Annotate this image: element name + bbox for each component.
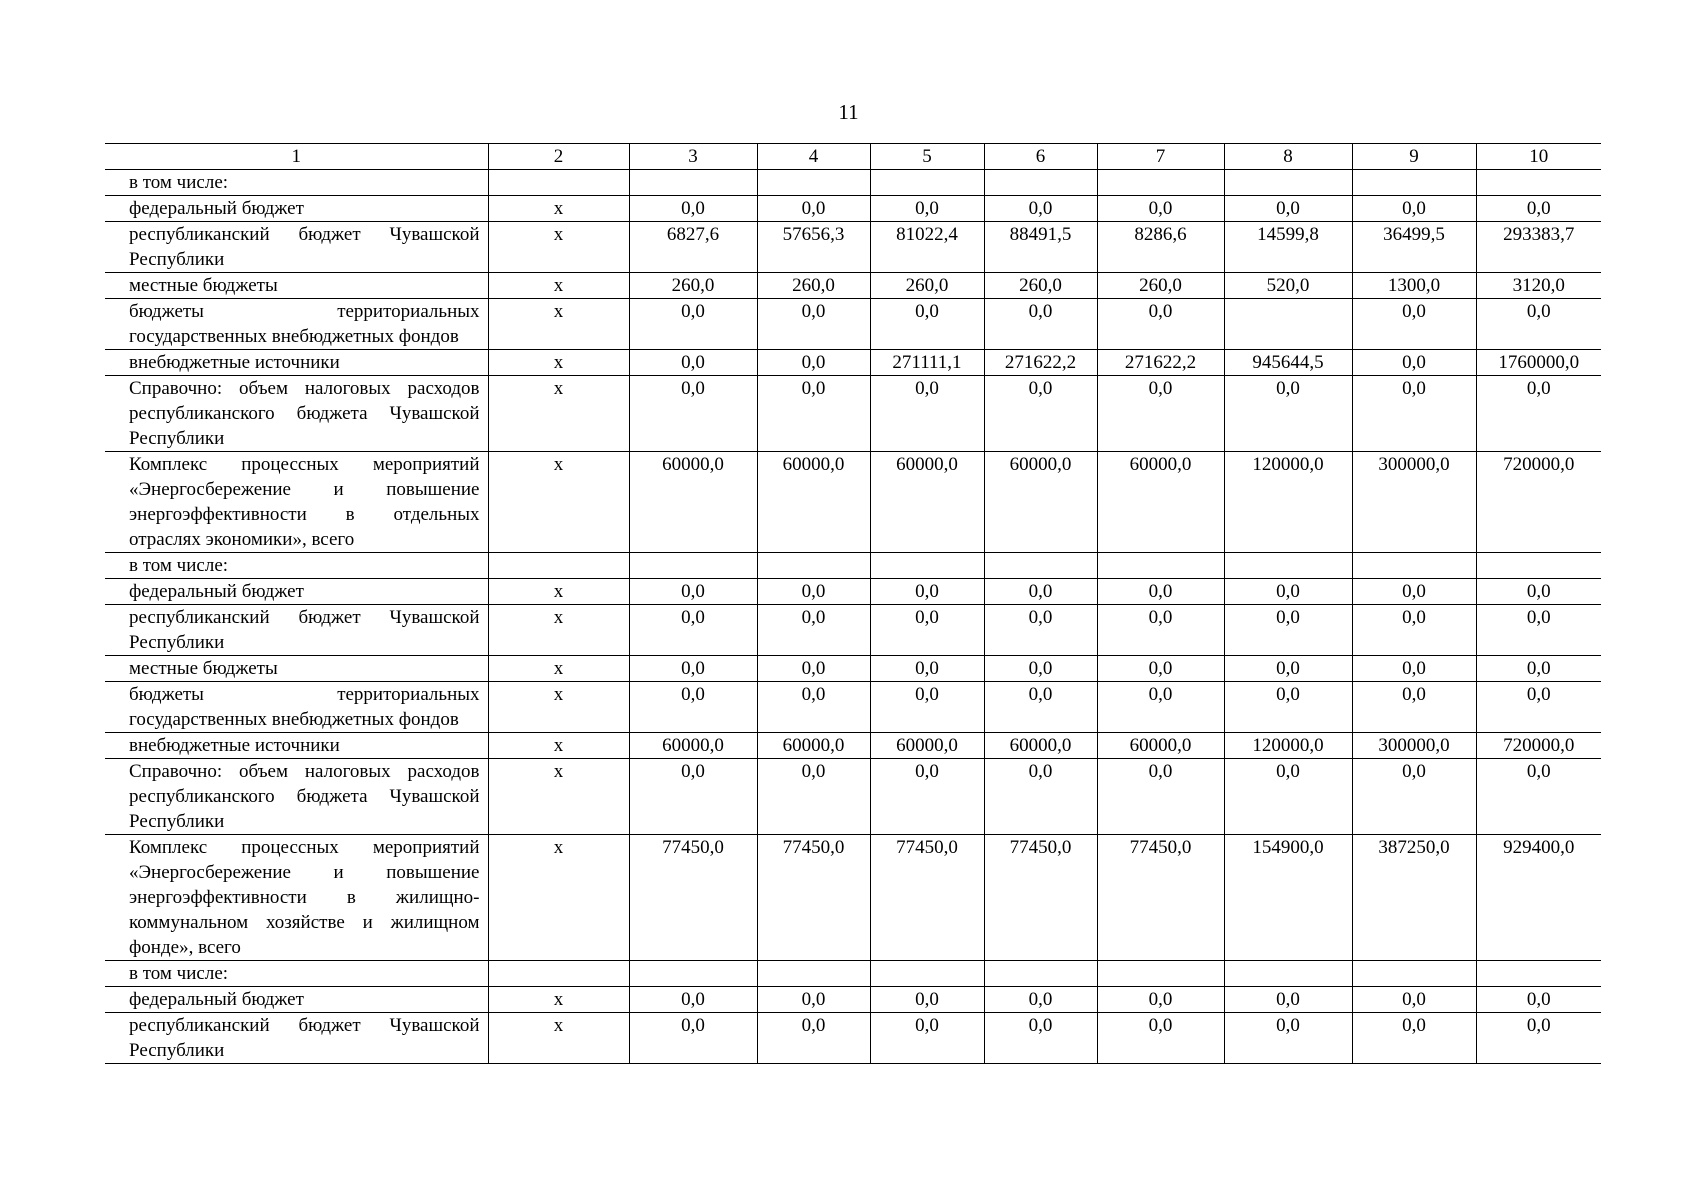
- value-cell: 0,0: [1352, 605, 1476, 656]
- value-cell: [1097, 961, 1224, 987]
- row-label: Справочно: объем налоговых расходов республиканского бюджета Чувашской Республики: [105, 759, 488, 835]
- value-cell: 0,0: [1224, 605, 1352, 656]
- value-cell: 0,0: [1097, 987, 1224, 1013]
- value-cell: 0,0: [1352, 987, 1476, 1013]
- value-cell: 0,0: [1476, 682, 1601, 733]
- value-cell: [1224, 170, 1352, 196]
- value-cell: 0,0: [757, 605, 870, 656]
- value-cell: 0,0: [1224, 682, 1352, 733]
- value-cell: 0,0: [870, 299, 984, 350]
- value-cell: 0,0: [1224, 656, 1352, 682]
- row-label: федеральный бюджет: [105, 196, 488, 222]
- value-cell: x: [488, 733, 629, 759]
- value-cell: 0,0: [870, 1013, 984, 1064]
- row-label: республиканский бюджет Чувашской Республики: [105, 222, 488, 273]
- value-cell: x: [488, 759, 629, 835]
- value-cell: 60000,0: [757, 452, 870, 553]
- value-cell: [870, 553, 984, 579]
- column-number: 3: [629, 144, 757, 170]
- value-cell: 0,0: [1097, 376, 1224, 452]
- value-cell: 260,0: [757, 273, 870, 299]
- value-cell: 0,0: [1352, 299, 1476, 350]
- value-cell: 720000,0: [1476, 452, 1601, 553]
- table-row: [105, 835, 1601, 961]
- column-number: 5: [870, 144, 984, 170]
- page-number: 11: [838, 100, 859, 124]
- value-cell: 0,0: [1352, 579, 1476, 605]
- value-cell: 0,0: [757, 350, 870, 376]
- value-cell: 0,0: [984, 605, 1097, 656]
- value-cell: 0,0: [984, 299, 1097, 350]
- value-cell: 260,0: [629, 273, 757, 299]
- value-cell: 0,0: [870, 579, 984, 605]
- value-cell: 0,0: [757, 196, 870, 222]
- row-label: федеральный бюджет: [105, 579, 488, 605]
- row-label: местные бюджеты: [105, 656, 488, 682]
- value-cell: 0,0: [757, 376, 870, 452]
- value-cell: x: [488, 579, 629, 605]
- table-row: [105, 961, 1601, 987]
- value-cell: 0,0: [1476, 987, 1601, 1013]
- value-cell: 60000,0: [870, 733, 984, 759]
- value-cell: [1097, 553, 1224, 579]
- value-cell: 0,0: [984, 579, 1097, 605]
- table-row: [105, 222, 1601, 273]
- value-cell: 60000,0: [629, 733, 757, 759]
- value-cell: 0,0: [1476, 656, 1601, 682]
- table-body: [105, 144, 1601, 1064]
- value-cell: 0,0: [1224, 376, 1352, 452]
- budget-table: [105, 143, 1601, 1064]
- value-cell: 0,0: [984, 682, 1097, 733]
- value-cell: [1352, 553, 1476, 579]
- value-cell: [1476, 170, 1601, 196]
- value-cell: x: [488, 1013, 629, 1064]
- value-cell: 0,0: [1097, 579, 1224, 605]
- value-cell: 57656,3: [757, 222, 870, 273]
- value-cell: 0,0: [757, 579, 870, 605]
- value-cell: [870, 961, 984, 987]
- value-cell: 81022,4: [870, 222, 984, 273]
- value-cell: 154900,0: [1224, 835, 1352, 961]
- value-cell: 293383,7: [1476, 222, 1601, 273]
- value-cell: 0,0: [1476, 1013, 1601, 1064]
- column-number: 10: [1476, 144, 1601, 170]
- row-label: в том числе:: [105, 553, 488, 579]
- row-label: бюджеты территориальных государственных внебюджетных фондов: [105, 299, 488, 350]
- value-cell: x: [488, 835, 629, 961]
- value-cell: 0,0: [984, 196, 1097, 222]
- value-cell: 77450,0: [870, 835, 984, 961]
- value-cell: 0,0: [984, 656, 1097, 682]
- value-cell: [984, 553, 1097, 579]
- value-cell: 0,0: [1224, 759, 1352, 835]
- value-cell: 0,0: [870, 759, 984, 835]
- value-cell: 0,0: [1476, 579, 1601, 605]
- value-cell: [1352, 961, 1476, 987]
- value-cell: 0,0: [629, 299, 757, 350]
- value-cell: 0,0: [1224, 579, 1352, 605]
- value-cell: [488, 170, 629, 196]
- value-cell: 0,0: [1352, 656, 1476, 682]
- value-cell: 1300,0: [1352, 273, 1476, 299]
- value-cell: 300000,0: [1352, 733, 1476, 759]
- row-label: местные бюджеты: [105, 273, 488, 299]
- value-cell: x: [488, 376, 629, 452]
- column-number: 8: [1224, 144, 1352, 170]
- column-number: 9: [1352, 144, 1476, 170]
- value-cell: 271622,2: [984, 350, 1097, 376]
- value-cell: 0,0: [1476, 196, 1601, 222]
- table-row: [105, 733, 1601, 759]
- row-label: в том числе:: [105, 170, 488, 196]
- value-cell: 0,0: [1352, 350, 1476, 376]
- column-number: 1: [105, 144, 488, 170]
- value-cell: 0,0: [1352, 376, 1476, 452]
- row-label: внебюджетные источники: [105, 733, 488, 759]
- row-label: Комплекс процессных мероприятий «Энергосбережение и повышение энергоэффективности в жилищно-коммунальном хозяйстве и жилищном фонде», всего: [105, 835, 488, 961]
- table-row: [105, 273, 1601, 299]
- value-cell: 36499,5: [1352, 222, 1476, 273]
- value-cell: [629, 553, 757, 579]
- value-cell: 260,0: [984, 273, 1097, 299]
- value-cell: 0,0: [1097, 605, 1224, 656]
- value-cell: 0,0: [1224, 987, 1352, 1013]
- value-cell: 271111,1: [870, 350, 984, 376]
- value-cell: x: [488, 452, 629, 553]
- value-cell: [984, 961, 1097, 987]
- value-cell: [1224, 553, 1352, 579]
- value-cell: 260,0: [870, 273, 984, 299]
- value-cell: 0,0: [1352, 196, 1476, 222]
- value-cell: 60000,0: [984, 452, 1097, 553]
- value-cell: 0,0: [870, 376, 984, 452]
- value-cell: [984, 170, 1097, 196]
- value-cell: 0,0: [984, 376, 1097, 452]
- value-cell: 0,0: [1097, 759, 1224, 835]
- row-label: Справочно: объем налоговых расходов республиканского бюджета Чувашской Республики: [105, 376, 488, 452]
- value-cell: x: [488, 196, 629, 222]
- value-cell: 60000,0: [757, 733, 870, 759]
- value-cell: 0,0: [870, 605, 984, 656]
- value-cell: 0,0: [870, 987, 984, 1013]
- value-cell: 260,0: [1097, 273, 1224, 299]
- value-cell: 0,0: [1352, 759, 1476, 835]
- value-cell: [1224, 299, 1352, 350]
- table-row: [105, 170, 1601, 196]
- table-row: [105, 987, 1601, 1013]
- value-cell: 0,0: [1097, 1013, 1224, 1064]
- table-row: [105, 579, 1601, 605]
- value-cell: 0,0: [757, 759, 870, 835]
- value-cell: [1352, 170, 1476, 196]
- value-cell: 0,0: [629, 1013, 757, 1064]
- column-number: 7: [1097, 144, 1224, 170]
- value-cell: 0,0: [870, 656, 984, 682]
- value-cell: 0,0: [1097, 656, 1224, 682]
- value-cell: 0,0: [1476, 759, 1601, 835]
- value-cell: 77450,0: [629, 835, 757, 961]
- value-cell: 0,0: [629, 605, 757, 656]
- value-cell: 0,0: [1224, 196, 1352, 222]
- table-row: [105, 759, 1601, 835]
- row-label: бюджеты территориальных государственных внебюджетных фондов: [105, 682, 488, 733]
- value-cell: [757, 170, 870, 196]
- value-cell: 520,0: [1224, 273, 1352, 299]
- value-cell: 0,0: [629, 376, 757, 452]
- value-cell: 6827,6: [629, 222, 757, 273]
- value-cell: 60000,0: [870, 452, 984, 553]
- value-cell: 945644,5: [1224, 350, 1352, 376]
- value-cell: 0,0: [1352, 1013, 1476, 1064]
- table-row: [105, 299, 1601, 350]
- table-row: [105, 1013, 1601, 1064]
- value-cell: 0,0: [984, 1013, 1097, 1064]
- table-row: [105, 553, 1601, 579]
- value-cell: [629, 170, 757, 196]
- row-label: Комплекс процессных мероприятий «Энергосбережение и повышение энергоэффективности в отдельных отраслях экономики», всего: [105, 452, 488, 553]
- value-cell: [870, 170, 984, 196]
- value-cell: 0,0: [1097, 299, 1224, 350]
- value-cell: 0,0: [629, 682, 757, 733]
- value-cell: 0,0: [1352, 682, 1476, 733]
- value-cell: 120000,0: [1224, 733, 1352, 759]
- value-cell: 0,0: [1097, 682, 1224, 733]
- table-row: [105, 196, 1601, 222]
- value-cell: 88491,5: [984, 222, 1097, 273]
- table-row: [105, 452, 1601, 553]
- value-cell: x: [488, 350, 629, 376]
- value-cell: 0,0: [1097, 196, 1224, 222]
- row-label: в том числе:: [105, 961, 488, 987]
- value-cell: 0,0: [629, 759, 757, 835]
- value-cell: 0,0: [1476, 605, 1601, 656]
- value-cell: [1476, 553, 1601, 579]
- value-cell: 60000,0: [1097, 733, 1224, 759]
- table-row: [105, 376, 1601, 452]
- value-cell: 77450,0: [984, 835, 1097, 961]
- column-number-row: [105, 144, 1601, 170]
- value-cell: 0,0: [629, 579, 757, 605]
- value-cell: 0,0: [757, 1013, 870, 1064]
- value-cell: [1476, 961, 1601, 987]
- value-cell: x: [488, 682, 629, 733]
- value-cell: 0,0: [1476, 299, 1601, 350]
- value-cell: 0,0: [757, 299, 870, 350]
- value-cell: 0,0: [629, 350, 757, 376]
- value-cell: 0,0: [1476, 376, 1601, 452]
- value-cell: 120000,0: [1224, 452, 1352, 553]
- value-cell: 1760000,0: [1476, 350, 1601, 376]
- value-cell: 387250,0: [1352, 835, 1476, 961]
- value-cell: [488, 961, 629, 987]
- value-cell: 0,0: [629, 656, 757, 682]
- row-label: республиканский бюджет Чувашской Республики: [105, 605, 488, 656]
- value-cell: x: [488, 987, 629, 1013]
- value-cell: 77450,0: [1097, 835, 1224, 961]
- value-cell: x: [488, 656, 629, 682]
- table-row: [105, 682, 1601, 733]
- value-cell: [488, 553, 629, 579]
- value-cell: 929400,0: [1476, 835, 1601, 961]
- value-cell: 0,0: [870, 682, 984, 733]
- value-cell: 60000,0: [629, 452, 757, 553]
- value-cell: [757, 961, 870, 987]
- value-cell: x: [488, 222, 629, 273]
- value-cell: 720000,0: [1476, 733, 1601, 759]
- value-cell: 0,0: [757, 656, 870, 682]
- value-cell: x: [488, 273, 629, 299]
- column-number: 4: [757, 144, 870, 170]
- value-cell: [629, 961, 757, 987]
- value-cell: 0,0: [984, 759, 1097, 835]
- column-number: 6: [984, 144, 1097, 170]
- value-cell: 0,0: [984, 987, 1097, 1013]
- value-cell: 60000,0: [984, 733, 1097, 759]
- row-label: республиканский бюджет Чувашской Республики: [105, 1013, 488, 1064]
- value-cell: x: [488, 299, 629, 350]
- value-cell: 8286,6: [1097, 222, 1224, 273]
- table-row: [105, 350, 1601, 376]
- value-cell: 0,0: [1224, 1013, 1352, 1064]
- table-row: [105, 656, 1601, 682]
- value-cell: 300000,0: [1352, 452, 1476, 553]
- value-cell: [1224, 961, 1352, 987]
- value-cell: 60000,0: [1097, 452, 1224, 553]
- value-cell: [1097, 170, 1224, 196]
- value-cell: 0,0: [757, 987, 870, 1013]
- table-row: [105, 605, 1601, 656]
- value-cell: 14599,8: [1224, 222, 1352, 273]
- value-cell: 0,0: [757, 682, 870, 733]
- row-label: федеральный бюджет: [105, 987, 488, 1013]
- value-cell: [757, 553, 870, 579]
- row-label: внебюджетные источники: [105, 350, 488, 376]
- value-cell: 0,0: [629, 196, 757, 222]
- value-cell: 3120,0: [1476, 273, 1601, 299]
- column-number: 2: [488, 144, 629, 170]
- value-cell: 77450,0: [757, 835, 870, 961]
- value-cell: 271622,2: [1097, 350, 1224, 376]
- value-cell: 0,0: [629, 987, 757, 1013]
- value-cell: x: [488, 605, 629, 656]
- value-cell: 0,0: [870, 196, 984, 222]
